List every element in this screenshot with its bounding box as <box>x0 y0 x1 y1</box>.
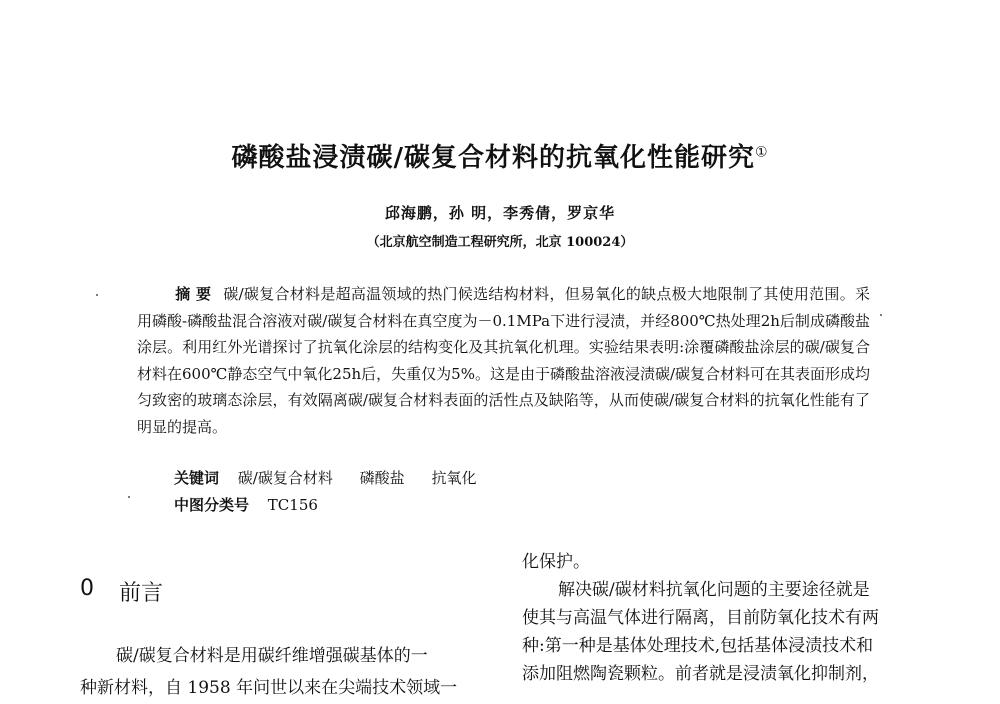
affiliation: （北京航空制造工程研究所，北京 100024） <box>366 235 634 250</box>
classification-row <box>174 494 318 515</box>
section-number: 0 <box>80 576 94 601</box>
scan-speck <box>128 496 130 498</box>
right-col-line: 使其与高温气体进行隔离，目前防氧化技术有两 <box>522 608 879 628</box>
abstract-text: 碳/碳复合材料是超高温领域的热门候选结构材料，但易氧化的缺点极大地限制了其使用范围。采用磷酸-磷酸盐混合溶液对碳/碳复合材料在真空度为－0.1MPa下进行浸渍，并经800℃热处理2h后制成磷酸盐涂层。利用红外光谱探讨了抗氧化涂层的结构变化及其抗氧化机理。实验结果表明:涂覆磷酸盐涂层的碳/碳复合材料在600℃静态空气中氧化25h后，失重仅为5%。这是由于磷酸盐溶液浸渍碳/碳复合材料可在其表面形成均匀致密的玻璃态涂层，有效隔离碳/碳复合材料表面的活性点及缺陷等，从而使碳/碳复合材料的抗氧化性能有了明显的提高。 <box>137 285 871 436</box>
keywords-row <box>174 467 498 488</box>
keyword: 抗氧化 <box>431 469 477 487</box>
classification-value: TC156 <box>267 496 318 514</box>
scan-speck <box>96 294 98 296</box>
paper-title: 磷酸盐浸渍碳/碳复合材料的抗氧化性能研究① <box>231 143 769 173</box>
right-col-line: 解决碳/碳材料抗氧化问题的主要途径就是 <box>558 580 870 600</box>
abstract <box>137 281 870 440</box>
left-col-line: 碳/碳复合材料是用碳纤维增强碳基体的一 <box>116 646 428 666</box>
keyword: 磷酸盐 <box>359 469 405 487</box>
keyword: 碳/碳复合材料 <box>237 469 333 487</box>
left-col-line: 种新材料，自 1958 年问世以来在尖端技术领域一 <box>80 678 458 698</box>
scan-speck <box>880 314 882 316</box>
classification-label: 中图分类号 <box>174 496 250 514</box>
abstract-label: 摘 要 <box>175 285 212 303</box>
right-col-line: 添加阻燃陶瓷颗粒。前者就是浸渍氧化抑制剂， <box>522 664 879 684</box>
right-col-line: 化保护。 <box>522 552 590 572</box>
right-col-line: 种:第一种是基体处理技术,包括基体浸渍技术和 <box>522 636 874 656</box>
footnote-mark: ① <box>754 144 769 161</box>
keywords-label: 关键词 <box>174 469 220 487</box>
authors: 邱海鹏，孙 明，李秀倩，罗京华 <box>384 204 616 222</box>
section-title: 前言 <box>119 581 164 606</box>
